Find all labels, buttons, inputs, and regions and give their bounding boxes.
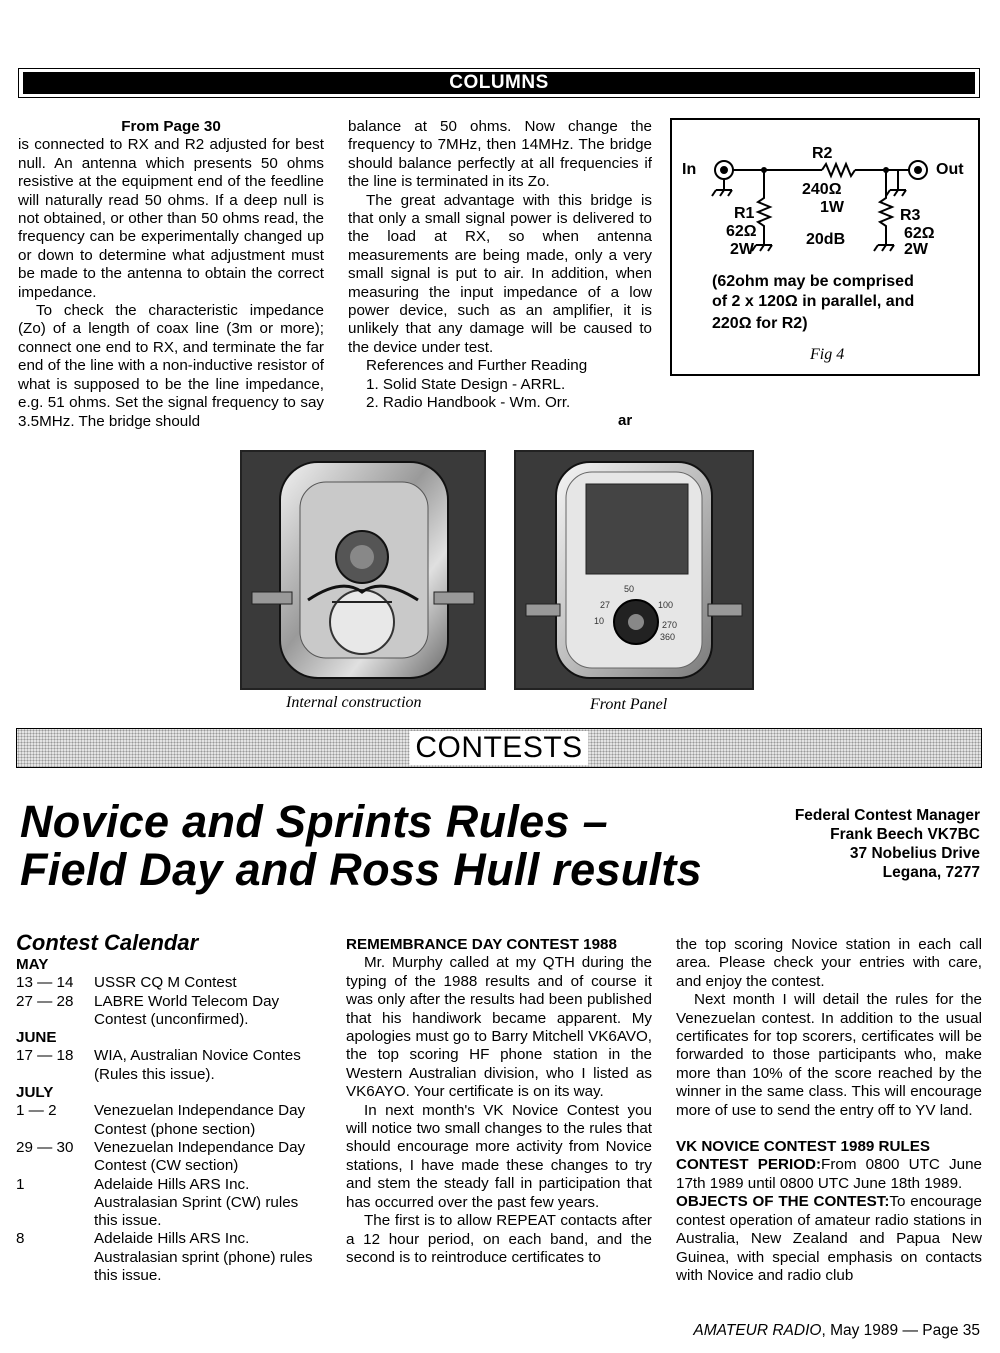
objects-label: OBJECTS OF THE CONTEST: (676, 1193, 890, 1211)
col1-paragraph-1: is connected to RX and R2 adjusted for best null. An antenna which presents 50 ohms resistive at the equipment end of the feedline will naturally read 50 ohms. If a deep null is not obtained, or other than 50 ohms read, the frequency can be experimentally changed up or down to determine what adjustment must be made to the antenna to obtain the correct impedance. (18, 136, 324, 301)
calendar-date: 1 — 2 (16, 1102, 57, 1120)
contest-period-label: CONTEST PERIOD: (676, 1156, 822, 1174)
col2-paragraph-2: The great advantage with this bridge is that only a small signal power is delivered to the load at RX, so when antenna measurements are being made, only a very small signal is put to air. In addition, when measuring the input impedance of a low power device, such as an amplifier, it is unlikely that any damage will be caused to the device under test. (348, 191, 652, 356)
article-title (20, 798, 780, 894)
calendar-date: 29 — 30 (16, 1138, 74, 1156)
label-r2-value: 240Ω (802, 181, 842, 198)
figure-note-line-1: (62ohm may be comprised (712, 273, 914, 290)
figure-note-line-3: 220Ω for R2) (712, 315, 808, 332)
dial-label-100: 100 (658, 600, 674, 610)
columns-banner (18, 68, 980, 98)
calendar-event: Adelaide Hills ARS Inc. Australasian sprint (phone) rules this issue. (94, 1230, 313, 1285)
label-r2: R2 (812, 145, 833, 162)
contest-manager-address (795, 806, 980, 882)
calendar-row (16, 1230, 326, 1285)
label-r1: R1 (734, 205, 755, 222)
caption-internal-construction: Internal construction (286, 694, 422, 711)
calendar-row (16, 1047, 326, 1084)
article-title-line-2: Field Day and Ross Hull results (20, 844, 702, 895)
from-page-heading: From Page 30 (121, 118, 221, 135)
footer-issue-page: , May 1989 — Page 35 (821, 1322, 980, 1339)
contest-calendar-title: Contest Calendar (16, 930, 199, 955)
manager-line-1: Federal Contest Manager (794, 807, 980, 824)
month-june: JUNE (16, 1029, 57, 1047)
rules-paragraph-1: the top scoring Novice station in each call area. Please check your entries with care, and enjoy the contest. (676, 936, 982, 990)
month-may: MAY (16, 956, 49, 973)
label-r1-value: 62Ω (726, 223, 757, 240)
label-r3: R3 (900, 207, 921, 224)
page-footer (693, 1322, 980, 1340)
label-attenuation: 20dB (806, 231, 846, 248)
remembrance-paragraph-3: The first is to allow REPEAT contacts after a 12 hour period, on each band, and the second is to reintroduce certificates to (346, 1212, 652, 1266)
remembrance-paragraph-1: Mr. Murphy called at my QTH during the typing of the 1988 results and of course it was only after the results had been published that his handiwork became apparent. My apologies must go to Barry Mitchell VK6AVO, the top scoring HF phone station in the Western Australian division, who I listed as VK6AYO. Your certificate is on its way. (346, 954, 652, 1101)
calendar-event: Adelaide Hills ARS Inc. Australasian Sprint (CW) rules this issue. (94, 1175, 299, 1230)
calendar-row (16, 1176, 326, 1231)
calendar-row (16, 974, 326, 992)
calendar-date: 27 — 28 (16, 992, 74, 1010)
reference-2: 2. Radio Handbook - Wm. Orr. (366, 394, 571, 412)
calendar-date: 1 (16, 1175, 25, 1193)
calendar-event: Venezuelan Independance Day Contest (CW section) (94, 1138, 306, 1175)
calendar-date: 8 (16, 1230, 25, 1248)
calendar-event: LABRE World Telecom Day Contest (unconfirmed). (94, 992, 280, 1028)
calendar-event: WIA, Australian Novice Contes (Rules this issue). (94, 1047, 301, 1083)
vk-novice-heading: VK NOVICE CONTEST 1989 RULES (676, 1138, 931, 1156)
col2-paragraph-1: balance at 50 ohms. Now change the frequency to 7MHz, then 14MHz. The bridge should balance perfectly at all frequencies if the line is terminated in its Zo. (348, 118, 652, 191)
dial-label-270: 270 (662, 620, 678, 630)
label-r3-value: 62Ω (904, 225, 935, 242)
photo-front-panel (514, 450, 754, 690)
reference-1: 1. Solid State Design - ARRL. (366, 375, 566, 393)
label-r2-power: 1W (820, 199, 844, 216)
references-heading: References and Further Reading (366, 357, 588, 375)
internal-construction-image (242, 452, 484, 688)
caption-front-panel: Front Panel (590, 696, 668, 713)
month-july: JULY (16, 1084, 54, 1102)
dial-label-360: 360 (660, 632, 676, 642)
rules-column (676, 936, 982, 1285)
end-mark: ar (618, 412, 633, 429)
calendar-row (16, 1102, 326, 1139)
calendar-event: Venezuelan Independance Day Contest (phone section) (94, 1102, 306, 1138)
label-in: In (682, 161, 697, 178)
calendar-date: 13 — 14 (16, 974, 74, 992)
figure-caption: Fig 4 (810, 346, 845, 363)
magazine-name: AMATEUR RADIO (693, 1322, 822, 1339)
manager-line-2: Frank Beech VK7BC (830, 826, 980, 843)
remembrance-paragraph-2: In next month's VK Novice Contest you will notice two small changes to the rules that should encourage more activity from Novice stations, I have made these changes to try and stem the steady fall in participation that has occurred over the past few years. (346, 1101, 652, 1211)
label-r1-power: 2W (730, 241, 754, 258)
manager-line-3: 37 Nobelius Drive (849, 845, 980, 862)
label-r3-power: 2W (904, 241, 928, 258)
columns-banner-label: COLUMNS (23, 72, 975, 94)
figure-4-box (670, 118, 980, 376)
article-column-1 (18, 118, 324, 431)
photo-internal-construction (240, 450, 486, 690)
dial-label-10: 10 (594, 616, 605, 626)
calendar-date: 17 — 18 (16, 1047, 74, 1065)
contest-calendar (16, 930, 326, 1285)
dial-label-27: 27 (600, 600, 611, 610)
remembrance-column (346, 936, 652, 1267)
remembrance-heading: REMEMBRANCE DAY CONTEST 1988 (346, 936, 617, 953)
article-title-line-1: Novice and Sprints Rules – (20, 796, 608, 847)
dial-label-50: 50 (624, 584, 635, 594)
article-column-2 (348, 118, 652, 413)
contests-banner (16, 728, 982, 768)
contests-banner-label: CONTESTS (409, 731, 588, 765)
manager-line-4: Legana, 7277 (882, 864, 980, 881)
calendar-row (16, 993, 326, 1030)
col1-paragraph-2: To check the characteristic impedance (Zo) of a length of coax line (3m or more); connect one end to RX, and terminate the far end of the line with a non-inductive resistor of what is supposed to be the line impedance, e.g. 51 ohms. Set the signal frequency to say 3.5MHz. The bridge should (18, 302, 324, 430)
contest-period-text: From 0800 UTC June 17th 1989 until 0800 UTC June 18th 1989. (676, 1156, 982, 1192)
label-out: Out (936, 161, 964, 178)
figure-note-line-2: of 2 x 120Ω in parallel, and (712, 293, 915, 310)
objects-text: To encourage contest operation of amateur radio stations in Australia, New Zealand and Papua New Guinea, with special emphasis on contacts with Novice and radio club (676, 1193, 982, 1284)
calendar-event: USSR CQ M Contest (94, 974, 237, 992)
rules-paragraph-2: Next month I will detail the rules for the Venezuelan contest. In addition to the usual certificates for top scorers, certificates will be forwarded to those participants who, make more than 10% of the score reached by the winner in the same class. This will encourage more of use to send the entry off to YV land. (676, 991, 982, 1119)
front-panel-image (516, 452, 752, 688)
calendar-row (16, 1139, 326, 1176)
